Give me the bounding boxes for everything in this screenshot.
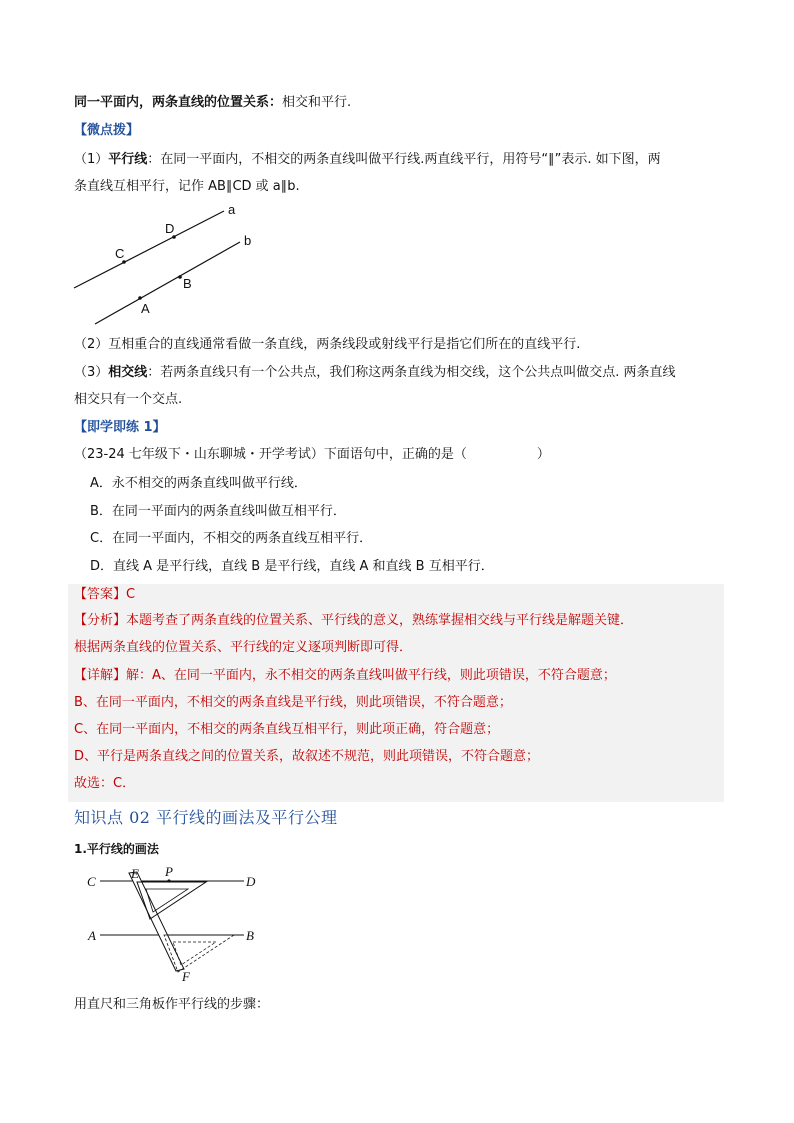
note-3-line-2: 相交只有一个交点. (74, 392, 183, 407)
weidianbo-heading: 【微点拨】 (74, 123, 140, 138)
steps-intro: 用直尺和三角板作平行线的步骤： (74, 997, 270, 1012)
point-P (167, 879, 170, 882)
intro-rest: 相交和平行. (282, 95, 352, 110)
option-d: D．直线 A 是平行线，直线 B 是平行线，直线 A 和直线 B 互相平行． (90, 559, 494, 574)
detail-line-4: D、平行是两条直线之间的位置关系，故叙述不规范，则此项错误，不符合题意； (74, 749, 540, 764)
practice-close: ） (536, 447, 550, 462)
note-1-line-2: 条直线互相平行，记作 AB∥CD 或 a∥b. (74, 179, 300, 194)
note-3-text: ：若两条直线只有一个公共点，我们称这两条直线为相交线，这个公共点叫做交点. 两条直线 (147, 365, 676, 380)
note-3-num: （3） (74, 365, 109, 380)
detail-line-3: C、在同一平面内，不相交的两条直线互相平行，则此项正确，符合题意； (74, 722, 500, 737)
line-a (74, 211, 224, 288)
note-1-term: 平行线 (108, 152, 148, 167)
answer-tag: 【答案】 (74, 587, 127, 602)
answer-line (74, 586, 135, 604)
label-B2: B (246, 928, 254, 943)
practice-source: （23-24 七年级下・山东聊城・开学考试）下面语句中，正确的是（ (74, 447, 467, 462)
detail-tag: 【详解】 (74, 668, 127, 683)
label-b: b (244, 233, 252, 248)
analysis-text-1: 本题考查了两条直线的位置关系、平行线的意义，熟练掌握相交线与平行线是解题关键． (126, 613, 634, 628)
label-C: C (115, 246, 125, 261)
label-A: A (141, 301, 150, 316)
detail-line-2: B、在同一平面内，不相交的两条直线是平行线，则此项错误，不符合题意； (74, 695, 512, 710)
label-a: a (228, 202, 236, 217)
point-B (178, 275, 182, 279)
note-1-text: ：在同一平面内，不相交的两条直线叫做平行线.两直线平行，用符号“∥”表示. 如下图，两 (147, 152, 661, 167)
option-c: C．在同一平面内，不相交的两条直线互相平行． (90, 531, 373, 546)
set-square-top-inner (146, 889, 188, 912)
label-E: E (131, 866, 139, 881)
label-C2: C (87, 874, 96, 889)
choose-line: 故选：C． (74, 776, 136, 791)
point-A (138, 296, 142, 300)
label-B: B (183, 276, 192, 291)
note-3-line-1 (74, 364, 676, 382)
note-1-num: （1） (74, 152, 109, 167)
ruler-triangle-figure (84, 862, 284, 982)
knowledge-point-title: 知识点 02 平行线的画法及平行公理 (74, 808, 338, 827)
section-title: 1.平行线的画法 (74, 842, 159, 856)
detail-line-1 (74, 667, 616, 685)
analysis-tag: 【分析】 (74, 613, 127, 628)
intro-line (74, 94, 351, 112)
ruler (129, 872, 184, 971)
analysis-line-1 (74, 612, 633, 630)
option-a: A．永不相交的两条直线叫做平行线． (90, 476, 307, 491)
note-1-line-1 (74, 151, 661, 169)
note-2: （2）互相重合的直线通常看做一条直线，两条线段或射线平行是指它们所在的直线平行. (74, 337, 581, 352)
practice-question (74, 446, 550, 464)
intro-bold: 同一平面内，两条直线的位置关系： (74, 95, 283, 110)
label-F: F (182, 969, 190, 982)
label-A2: A (88, 928, 96, 943)
detail-text-1: 解：A、在同一平面内，永不相交的两条直线叫做平行线，则此项错误，不符合题意； (126, 668, 616, 683)
label-D: D (165, 221, 175, 236)
label-P: P (165, 864, 173, 879)
analysis-line-2: 根据两条直线的位置关系、平行线的定义逐项判断即可得． (74, 640, 413, 655)
label-D2: D (246, 874, 256, 889)
note-3-term: 相交线 (108, 365, 148, 380)
option-b: B．在同一平面内的两条直线叫做互相平行． (90, 504, 346, 519)
practice-heading: 【即学即练 1】 (74, 420, 166, 435)
parallel-lines-figure (68, 200, 268, 330)
answer-value: C (126, 587, 136, 602)
